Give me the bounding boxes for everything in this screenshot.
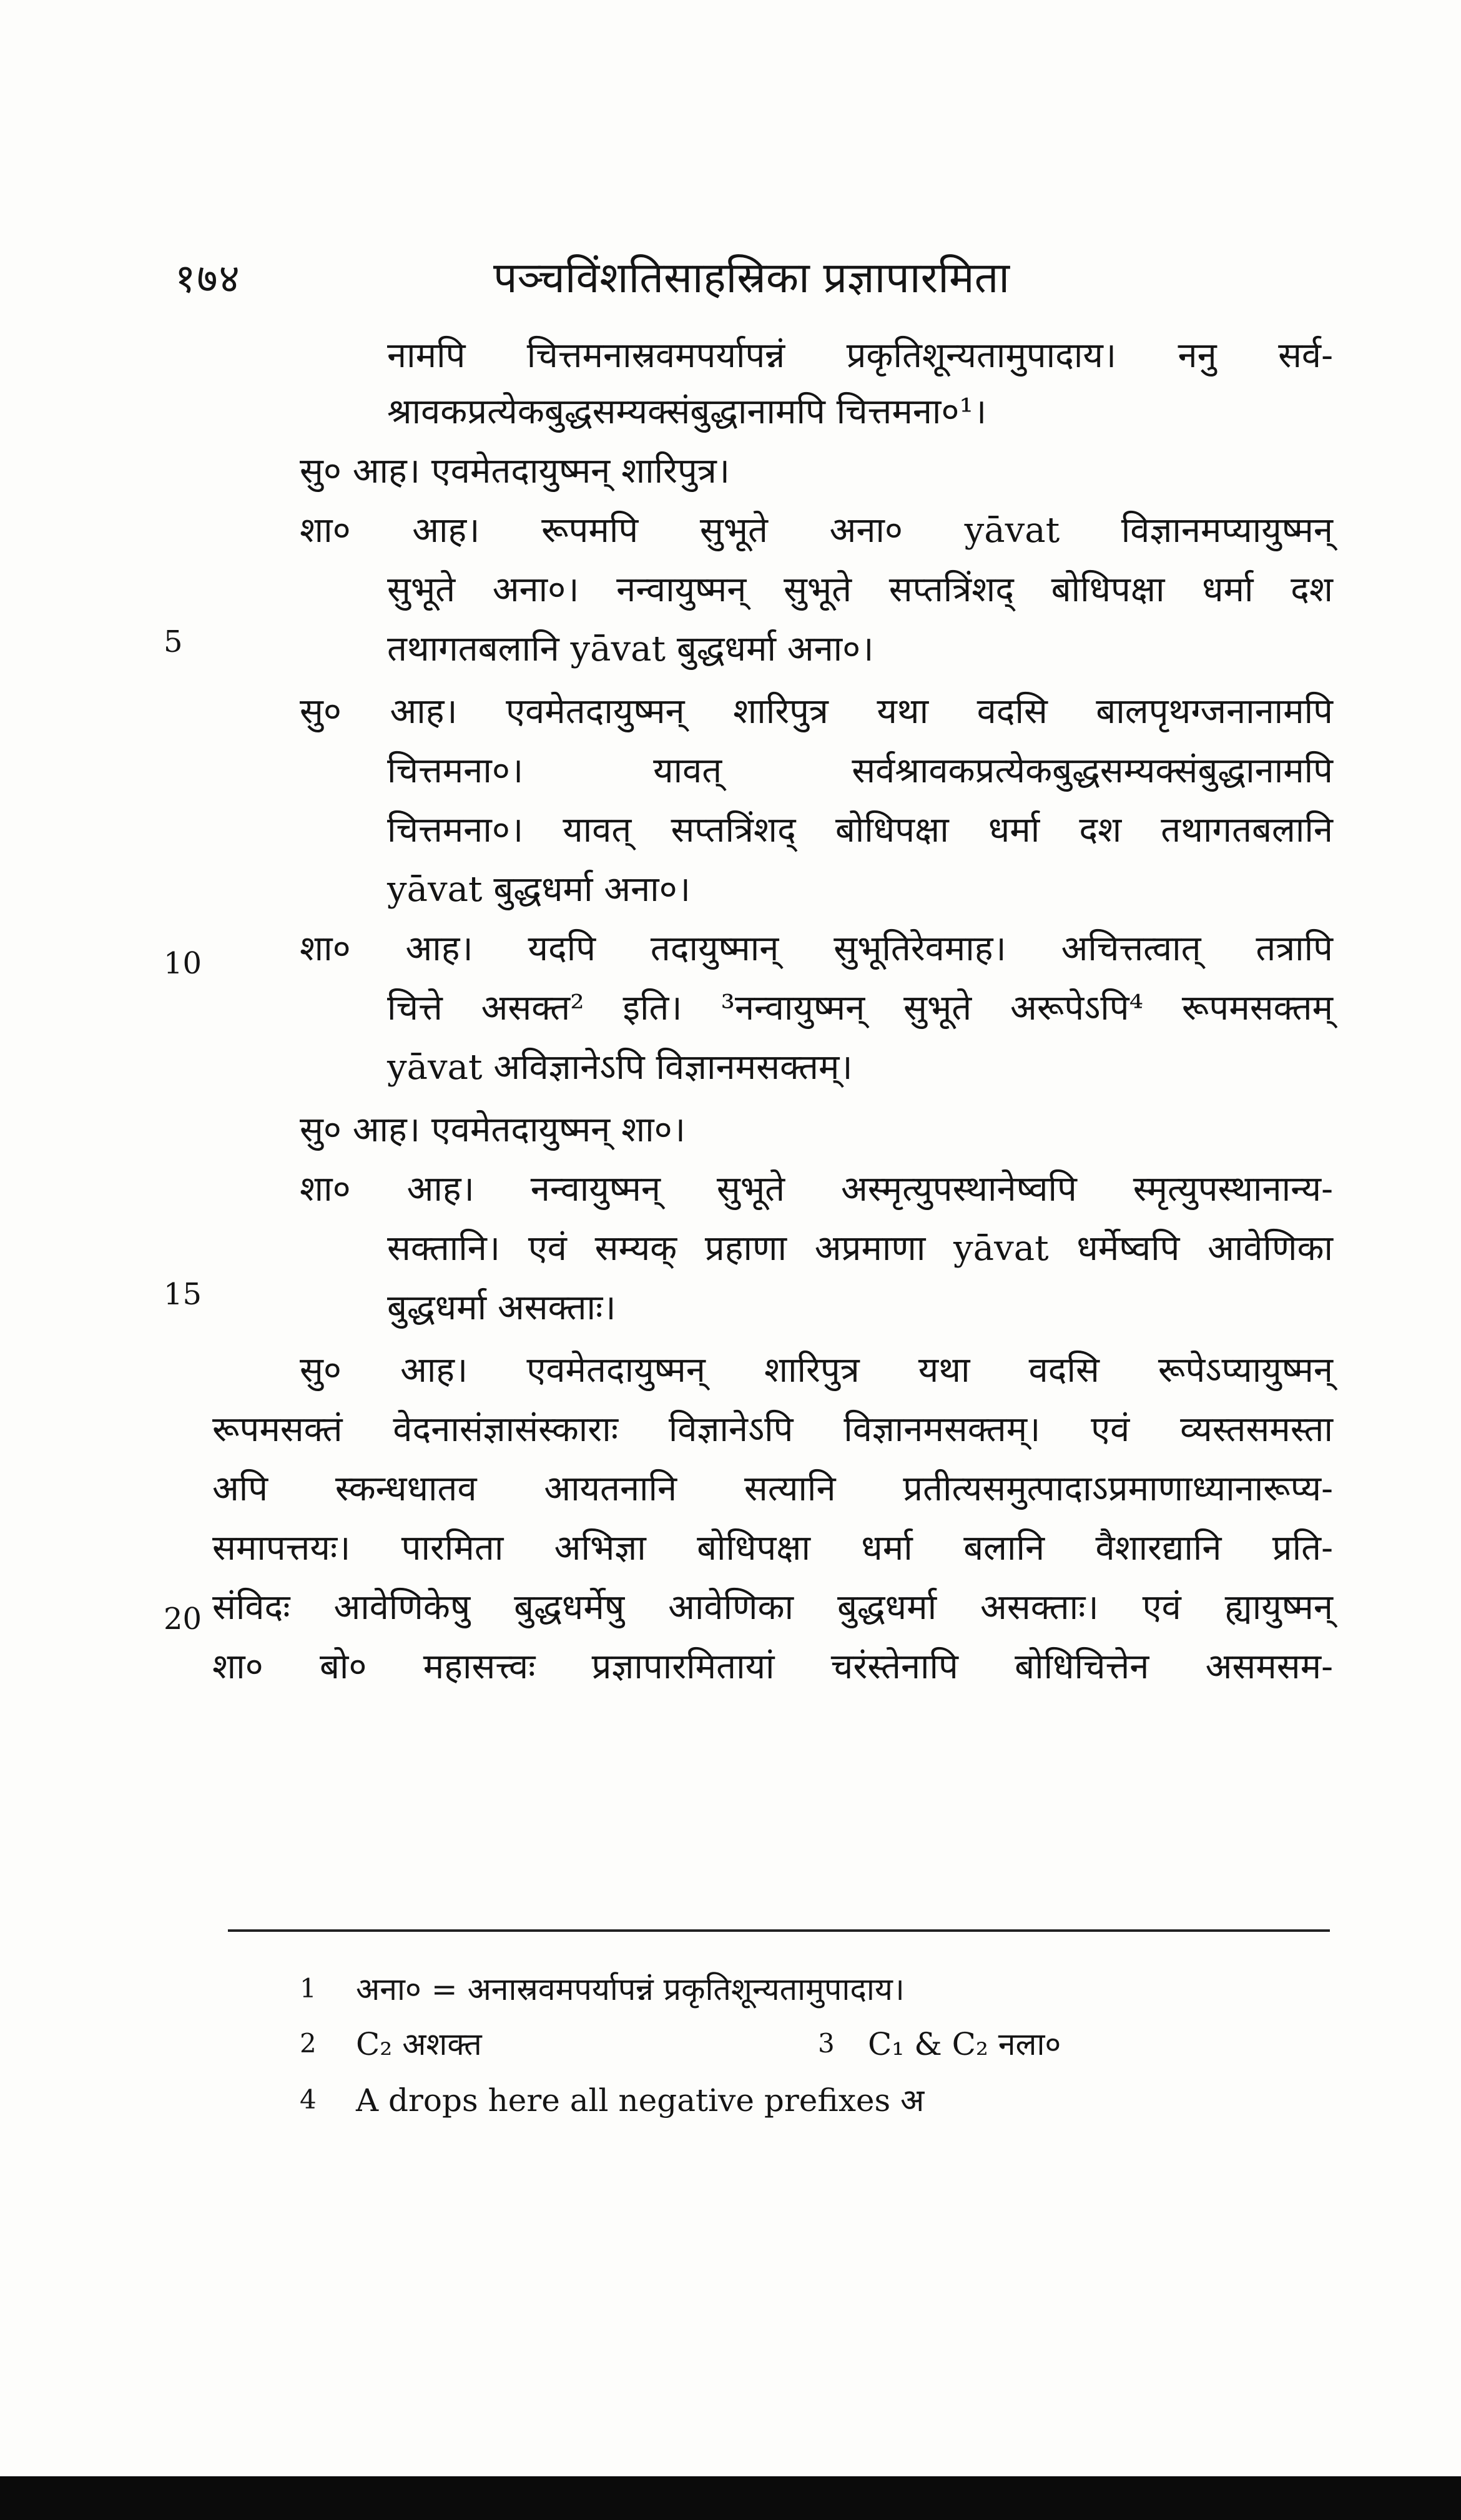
footnote-text-3: C₁ & C₂ नला० [868,2026,1061,2062]
text-line-22: संविदः आवेणिकेषु बुद्धधर्मेषु आवेणिका बुद्धधर्मा असक्ताः। एवं ह्यायुष्मन् [212,1587,1333,1628]
text-line-18: सु० आह। एवमेतदायुष्मन् शारिपुत्र यथा वदसि रूपेऽप्यायुष्मन् [300,1350,1333,1390]
text-line-23: शा० बो० महासत्त्वः प्रज्ञापारमितायां चरंस्तेनापि बोधिचित्तेन असमसम- [212,1646,1333,1687]
text-line-7: सु० आह। एवमेतदायुष्मन् शारिपुत्र यथा वदसि बालपृथग्जनानामपि [300,691,1333,732]
text-line-15: शा० आह। नन्वायुष्मन् सुभूते अस्मृत्युपस्थानेष्वपि स्मृत्युपस्थानान्य- [300,1169,1333,1209]
text-line-19: रूपमसक्तं वेदनासंज्ञासंस्काराः विज्ञानेऽपि विज्ञानमसक्तम्। एवं व्यस्तसमस्ता [212,1409,1333,1450]
footnote-number-1: 1 [300,1973,317,2004]
margin-line-number-15: 15 [164,1277,202,1312]
text-line-11: शा० आह। यदपि तदायुष्मान् सुभूतिरेवमाह। अचित्तत्वात् तत्रापि [300,928,1333,969]
scan-edge-bar [0,2476,1461,2520]
text-line-5: सुभूते अना०। नन्वायुष्मन् सुभूते सप्तत्रिंशद् बोधिपक्षा धर्मा दश [387,569,1333,610]
margin-line-number-20: 20 [164,1602,202,1637]
text-line-2: श्रावकप्रत्येकबुद्धसम्यक्संबुद्धानामपि चित्तमना०¹। [387,391,987,432]
text-line-9: चित्तमना०। यावत् सप्तत्रिंशद् बोधिपक्षा धर्मा दश तथागतबलानि [387,810,1333,850]
margin-line-number-5: 5 [164,624,183,659]
page-number: १७४ [175,256,241,302]
text-line-12: चित्ते असक्त² इति। ³नन्वायुष्मन् सुभूते अरूपेऽपि⁴ रूपमसक्तम् [387,988,1333,1028]
running-title: पञ्चविंशतिसाहस्रिका प्रज्ञापारमिता [493,253,1010,303]
footnote-text-1: अना० = अनास्रवमपर्यापन्नं प्रकृतिशून्यतामुपादाय। [356,1971,905,2007]
text-line-16: सक्तानि। एवं सम्यक् प्रहाणा अप्रमाणा yāvat धर्मेष्वपि आवेणिका [387,1228,1333,1269]
text-line-21: समापत्तयः। पारमिता अभिज्ञा बोधिपक्षा धर्मा बलानि वैशारद्यानि प्रति- [212,1528,1333,1568]
text-line-20: अपि स्कन्धधातव आयतनानि सत्यानि प्रतीत्यसमुत्पादाऽप्रमाणाध्यानारूप्य- [212,1469,1333,1509]
footnote-rule [228,1929,1330,1932]
footnote-number-4: 4 [300,2084,317,2115]
text-line-13: yāvat अविज्ञानेऽपि विज्ञानमसक्तम्। [387,1047,853,1088]
text-line-4: शा० आह। रूपमपि सुभूते अना० yāvat विज्ञानमप्यायुष्मन् [300,510,1333,551]
text-line-10: yāvat बुद्धधर्मा अना०। [387,869,691,910]
text-line-14: सु० आह। एवमेतदायुष्मन् शा०। [300,1110,686,1150]
text-line-3: सु० आह। एवमेतदायुष्मन् शारिपुत्र। [300,451,730,491]
text-line-8: चित्तमना०। यावत् सर्वश्रावकप्रत्येकबुद्धसम्यक्संबुद्धानामपि [387,751,1333,791]
footnote-text-4: A drops here all negative prefixes अ [356,2082,925,2119]
footnote-number-3: 3 [818,2028,835,2059]
text-line-1: नामपि चित्तमनास्रवमपर्यापन्नं प्रकृतिशून्यतामुपादाय। ननु सर्व- [387,335,1333,376]
text-line-6: तथागतबलानि yāvat बुद्धधर्मा अना०। [387,629,874,669]
footnote-number-2: 2 [300,2028,317,2059]
text-line-17: बुद्धधर्मा असक्ताः। [387,1287,616,1328]
margin-line-number-10: 10 [164,946,202,981]
footnote-text-2: C₂ अशक्त [356,2026,482,2062]
